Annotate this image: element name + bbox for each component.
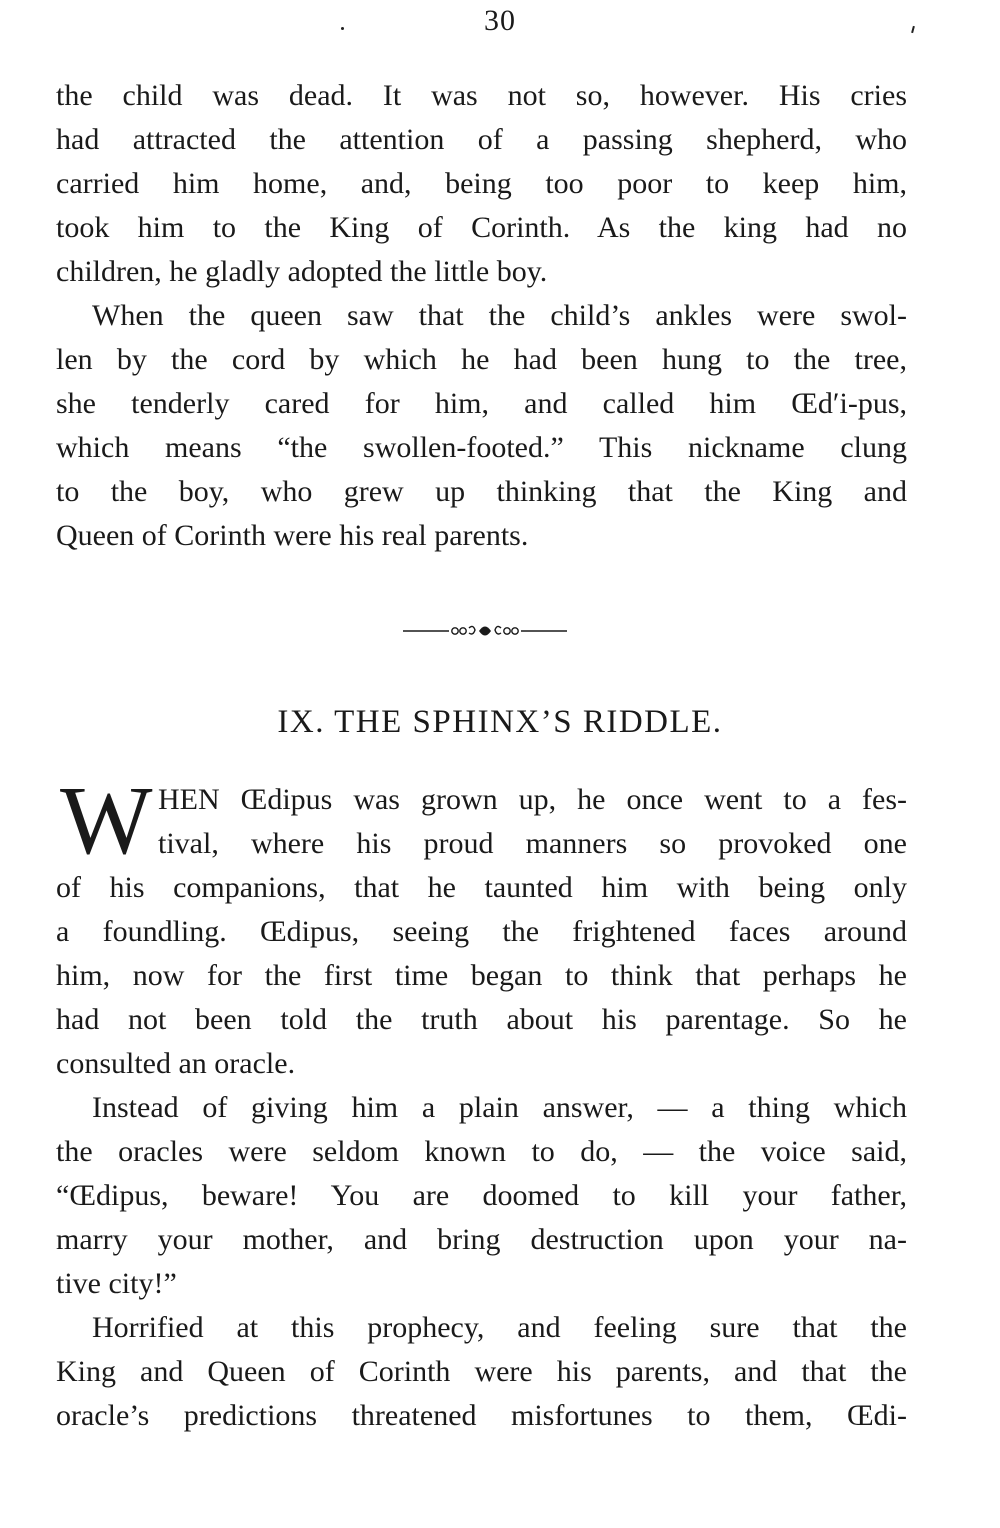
text-line: marry your mother, and bring destruction upon your na-	[56, 1223, 907, 1256]
text-line: a foundling. Œdipus, seeing the frightened faces around	[56, 915, 907, 948]
text-line: carried him home, and, being too poor to keep him,	[56, 167, 907, 200]
drop-cap: W	[60, 767, 153, 875]
text-line: tival, where his proud manners so provoked one	[158, 827, 907, 860]
text-line: Instead of giving him a plain answer, — a thing which	[92, 1091, 907, 1124]
page-number: 30	[484, 4, 516, 37]
chapter-title: IX. THE SPHINX’S RIDDLE.	[277, 704, 723, 740]
text-line: the child was dead. It was not so, however. His cries	[56, 79, 907, 112]
text-line: HEN Œdipus was grown up, he once went to a fes-	[158, 783, 907, 816]
text-line: the oracles were seldom known to do, — the voice said,	[56, 1135, 907, 1168]
text-line: When the queen saw that the child’s ankles were swol-	[92, 299, 907, 332]
text-line: tive city!”	[56, 1267, 177, 1300]
text-line: Horrified at this prophecy, and feeling sure that the	[92, 1311, 907, 1344]
text-line: children, he gladly adopted the little boy.	[56, 255, 548, 288]
text-line: she tenderly cared for him, and called him Œd′i-pus,	[56, 387, 907, 420]
text-line: “Œdipus, beware! You are doomed to kill your father,	[56, 1179, 907, 1212]
text-line: of his companions, that he taunted him with being only	[56, 871, 907, 904]
text-line: Queen of Corinth were his real parents.	[56, 519, 529, 552]
text-line: had not been told the truth about his parentage. So he	[56, 1003, 907, 1036]
text-line: had attracted the attention of a passing shepherd, who	[56, 123, 907, 156]
text-line: him, now for the first time began to think that perhaps he	[56, 959, 907, 992]
text-line: took him to the King of Corinth. As the king had no	[56, 211, 907, 244]
text-line: King and Queen of Corinth were his parents, and that the	[56, 1355, 907, 1388]
text-line: to the boy, who grew up thinking that the King and	[56, 475, 907, 508]
print-speck	[341, 27, 344, 30]
text-line: which means “the swollen-footed.” This nickname clung	[56, 431, 907, 464]
text-line: len by the cord by which he had been hung to the tree,	[56, 343, 907, 376]
text-line: consulted an oracle.	[56, 1047, 296, 1080]
text-line: oracle’s predictions threatened misfortunes to them, Œdi-	[56, 1399, 907, 1432]
scroll-ornament-icon	[403, 620, 567, 642]
